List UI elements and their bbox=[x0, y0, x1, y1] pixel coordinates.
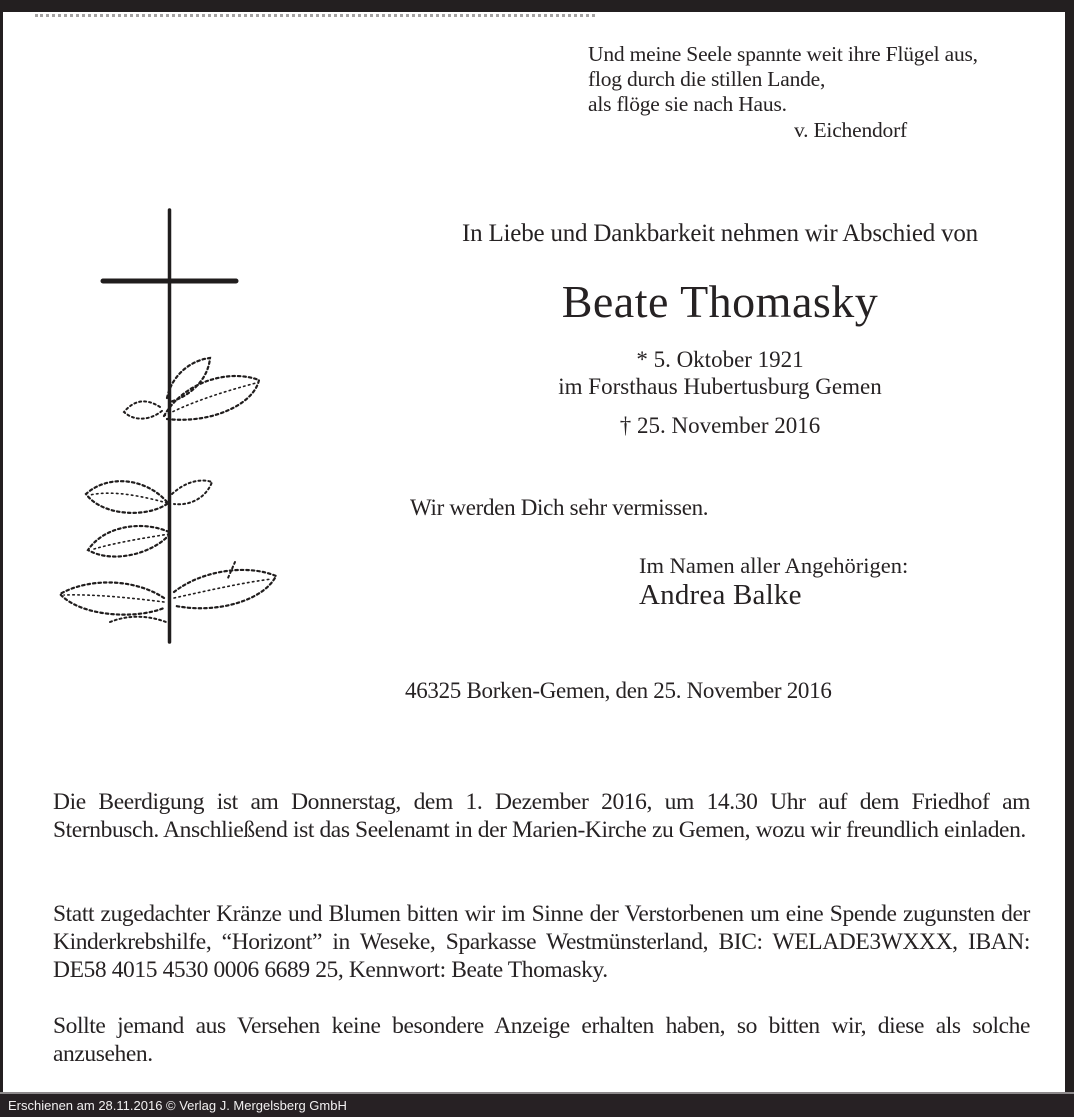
mourner-name: Andrea Balke bbox=[639, 579, 802, 611]
mourners-block bbox=[639, 553, 909, 611]
poem-attribution: v. Eichendorf bbox=[794, 118, 908, 142]
place-and-date-line: 46325 Borken-Gemen, den 25. November 2016 bbox=[405, 678, 832, 703]
death-date: † 25. November 2016 bbox=[619, 413, 821, 438]
notice-disclaimer-paragraph: Sollte jemand aus Versehen keine besondere Anzeige erhalten haben, so bitten wir, diese als solche anzusehen. bbox=[53, 1013, 1030, 1067]
farewell-sentence: Wir werden Dich sehr vermissen. bbox=[410, 495, 709, 520]
birth-date: * 5. Oktober 1921 bbox=[636, 347, 804, 372]
funeral-details-paragraph: Die Beerdigung ist am Donnerstag, dem 1. Dezember 2016, um 14.30 Uhr auf dem Friedhof am Sternbusch. Anschließend ist das Seelenamt in der Marien-Kirche zu Gemen, wozu wir freundlich einladen. bbox=[53, 789, 1030, 843]
cross-with-leaves-illustration bbox=[50, 202, 290, 652]
poem-line: als flöge sie nach Haus. bbox=[588, 92, 787, 116]
poem-line: Und meine Seele spannte weit ihre Flügel aus, bbox=[588, 42, 978, 66]
birth-place: im Forsthaus Hubertusburg Gemen bbox=[558, 374, 882, 399]
publisher-footer-bar bbox=[0, 1092, 1074, 1117]
publisher-footer-text: Erschienen am 28.11.2016 © Verlag J. Mergelsberg GmbH bbox=[8, 1098, 347, 1113]
birth-block bbox=[400, 346, 1040, 400]
poem-block bbox=[588, 42, 978, 143]
cross-icon bbox=[50, 202, 290, 652]
deceased-name: Beate Thomasky bbox=[561, 276, 879, 327]
mourners-intro: Im Namen aller Angehörigen: bbox=[639, 553, 909, 578]
scan-noise-artifact bbox=[35, 14, 595, 17]
poem-line: flog durch die stillen Lande, bbox=[588, 67, 826, 91]
donation-details-paragraph: Statt zugedachter Kränze und Blumen bitten wir im Sinne der Verstorbenen um eine Spende zugunsten der Kinderkrebshilfe, “Horizont” in Weseke, Sparkasse Westmünsterland, BIC: WELADE3WXXX, IBAN: DE58 4015 4530 0006 6689 25, Kennwort: Beate Thomasky. bbox=[53, 901, 1030, 983]
farewell-intro-line: In Liebe und Dankbarkeit nehmen wir Abschied von bbox=[462, 220, 978, 247]
